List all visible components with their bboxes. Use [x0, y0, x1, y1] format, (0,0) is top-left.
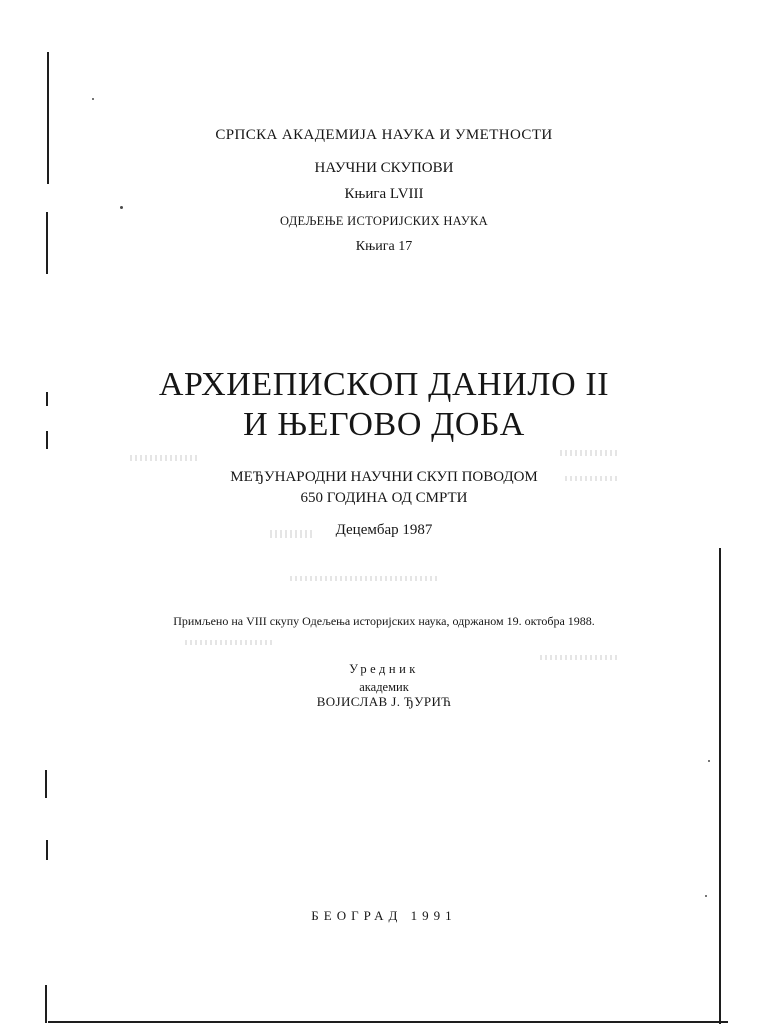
- subtitle-line-1: МЕЂУНАРОДНИ НАУЧНИ СКУП ПОВОДОМ: [230, 469, 538, 485]
- editor-name: ВОЈИСЛАВ Ј. ЂУРИЋ: [316, 694, 452, 709]
- scan-speck: [705, 895, 707, 897]
- scan-edge-mark: [48, 1021, 728, 1023]
- scan-noise: [185, 640, 275, 645]
- accepted-note: Примљено на VIII скупу Одељења историјских наука, одржаном 19. октобра 1988.: [173, 614, 595, 628]
- scan-noise: [130, 455, 200, 461]
- title-line-2: И ЊЕГОВО ДОБА: [243, 406, 525, 443]
- place-and-year: БЕОГРАД 1991: [311, 908, 457, 923]
- editor-role: Уредник: [349, 662, 419, 676]
- scan-edge-mark: [45, 985, 47, 1023]
- department-name: ОДЕЉЕЊЕ ИСТОРИЈСКИХ НАУКА: [280, 214, 488, 228]
- series-name: НАУЧНИ СКУПОВИ: [314, 160, 454, 176]
- editor-title: академик: [359, 680, 409, 694]
- conference-date: Децембар 1987: [335, 522, 433, 538]
- scan-speck: [708, 760, 710, 762]
- scan-speck: [120, 206, 123, 209]
- academy-name: СРПСКА АКАДЕМИЈА НАУКА И УМЕТНОСТИ: [215, 127, 553, 143]
- scan-edge-mark: [45, 770, 47, 798]
- scan-speck: [92, 98, 94, 100]
- series-book-number: Књига LVIII: [344, 186, 424, 202]
- scan-noise: [540, 655, 620, 660]
- subtitle-line-2: 650 ГОДИНА ОД СМРТИ: [300, 490, 468, 506]
- scan-noise: [290, 576, 440, 581]
- scan-noise: [560, 450, 620, 456]
- department-book-number: Књига 17: [355, 239, 413, 254]
- title-line-1: АРХИЕПИСКОП ДАНИЛО II: [158, 366, 610, 403]
- scan-edge-mark: [46, 840, 48, 860]
